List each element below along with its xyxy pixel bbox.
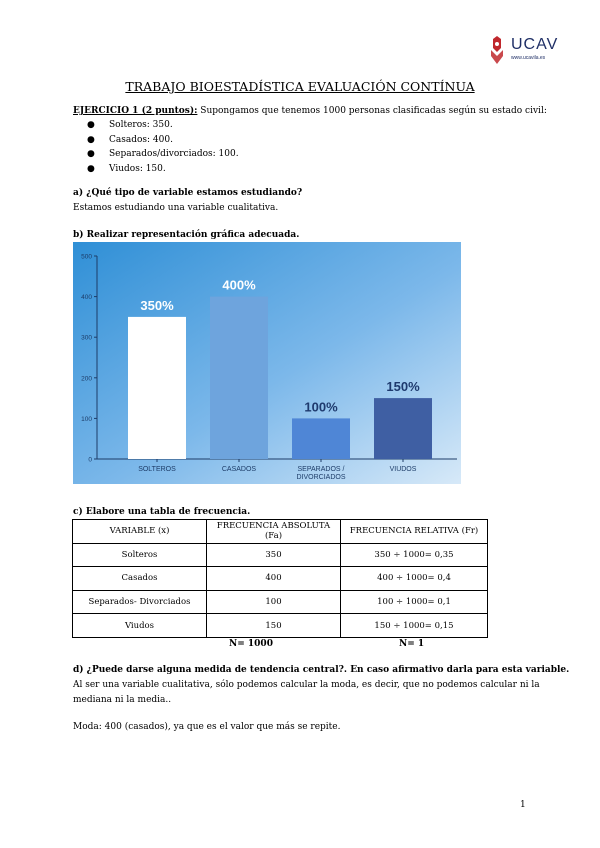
- exercise-label: EJERCICIO 1 (2 puntos):: [73, 106, 198, 116]
- question-d: d) ¿Puede darse alguna medida de tendencia central?. En caso afirmativo darla para esta variable.: [73, 665, 570, 675]
- x-tick-label: CASADOS: [221, 466, 257, 473]
- list-item: ● Solteros: 350.: [87, 118, 239, 133]
- x-tick-label: DIVORCIADOS: [296, 474, 346, 481]
- table-cell: 400: [207, 567, 341, 591]
- data-label: 350%: [140, 297, 174, 313]
- total-absolute: N= 1000: [229, 639, 273, 649]
- category-list: [87, 118, 239, 176]
- x-tick-label: SOLTEROS: [138, 466, 176, 473]
- total-relative: N= 1: [399, 639, 425, 649]
- table-cell: Viudos: [73, 614, 207, 638]
- list-item: ● Casados: 400.: [87, 133, 239, 148]
- table-cell: Separados- Divorciados: [73, 590, 207, 614]
- data-label: 100%: [304, 399, 338, 415]
- table-cell: 350: [207, 543, 341, 567]
- y-tick-label: 200: [81, 375, 92, 383]
- frequency-table: [72, 519, 488, 638]
- y-tick-label: 0: [88, 456, 92, 464]
- data-label: 150%: [386, 379, 420, 395]
- page-number: 1: [520, 800, 526, 810]
- y-tick-label: 300: [81, 334, 92, 342]
- table-cell: 100: [207, 590, 341, 614]
- answer-a: Estamos estudiando una variable cualitativa.: [73, 203, 279, 213]
- table-cell: Solteros: [73, 543, 207, 567]
- list-item: ● Viudos: 150.: [87, 162, 239, 177]
- y-tick-label: 500: [81, 253, 92, 261]
- university-crest-icon: [487, 36, 507, 66]
- table-header-row: [73, 520, 488, 544]
- table-row: [73, 590, 488, 614]
- bar: [210, 297, 268, 459]
- exercise-statement: [73, 105, 547, 117]
- bar: [128, 317, 186, 459]
- data-label: 400%: [222, 277, 256, 293]
- bullet-icon: ●: [87, 149, 95, 159]
- table-cell: Casados: [73, 567, 207, 591]
- table-cell: 150 ÷ 1000= 0,15: [341, 614, 488, 638]
- y-tick-label: 100: [81, 415, 92, 423]
- bar-chart: [73, 242, 461, 484]
- bullet-icon: ●: [87, 134, 95, 145]
- column-header: VARIABLE (x): [73, 520, 207, 544]
- column-header: FRECUENCIA ABSOLUTA (Fa): [207, 520, 341, 544]
- table-cell: 150: [207, 614, 341, 638]
- exercise-text: Supongamos que tenemos 1000 personas clasificadas según su estado civil:: [197, 106, 547, 116]
- table-row: [73, 567, 488, 591]
- table-row: [73, 543, 488, 567]
- list-item: ● Separados/divorciados: 100.: [87, 147, 239, 162]
- question-c: c) Elabore una tabla de frecuencia.: [73, 507, 251, 517]
- column-header: FRECUENCIA RELATIVA (Fr): [341, 520, 488, 544]
- logo-wordmark: UCAV: [511, 36, 559, 53]
- bar: [374, 398, 432, 459]
- mode-answer: Moda: 400 (casados), ya que es el valor que más se repite.: [73, 722, 341, 732]
- table-cell: 100 ÷ 1000= 0,1: [341, 590, 488, 614]
- question-b: b) Realizar representación gráfica adecuada.: [73, 230, 300, 240]
- page-title: TRABAJO BIOESTADÍSTICA EVALUACIÓN CONTÍNUA: [125, 79, 475, 94]
- answer-d-line2: mediana ni la media..: [73, 695, 172, 705]
- y-tick-label: 400: [81, 294, 92, 302]
- table-row: [73, 614, 488, 638]
- table-cell: 350 ÷ 1000= 0,35: [341, 543, 488, 567]
- bullet-icon: ●: [87, 163, 95, 174]
- bullet-icon: ●: [87, 120, 95, 130]
- table-cell: 400 ÷ 1000= 0,4: [341, 567, 488, 591]
- logo-tagline: www.ucavila.es: [511, 55, 546, 61]
- x-tick-label: VIUDOS: [389, 466, 417, 473]
- ucav-logo: [487, 36, 559, 66]
- answer-d-line1: Al ser una variable cualitativa, sólo podemos calcular la moda, es decir, que no podemos calcular ni la: [73, 680, 540, 690]
- bar: [292, 418, 350, 459]
- x-tick-label: SEPARADOS /: [297, 466, 345, 473]
- question-a: a) ¿Qué tipo de variable estamos estudiando?: [73, 188, 303, 198]
